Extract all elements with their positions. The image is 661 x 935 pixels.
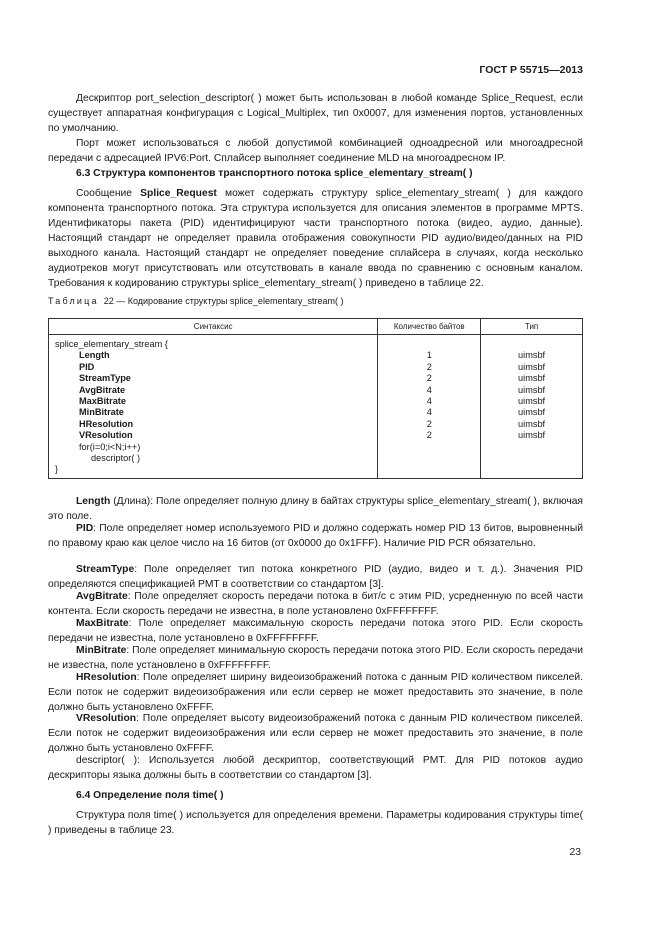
field-bytes: 1	[426, 350, 432, 361]
column-header-syntax: Синтаксис	[49, 319, 378, 335]
document-header: ГОСТ Р 55715—2013	[479, 64, 583, 76]
field-type: uimsbf	[518, 373, 546, 384]
field-type: uimsbf	[518, 418, 546, 429]
field-name: AvgBitrate	[79, 384, 126, 395]
field-name: MinBitrate	[79, 407, 124, 418]
field-bytes: 4	[426, 396, 432, 407]
table-22	[48, 318, 583, 479]
field-bytes: 2	[426, 361, 432, 372]
bytes-cell	[378, 335, 481, 479]
syntax-cell	[49, 335, 378, 479]
definition-streamtype: StreamType: Поле определяет тип потока конкретного PID (аудио, видео и т. д.). Значения PID определяются спецификацией PMT в соответствии со стандартом [3].	[48, 564, 583, 590]
field-type: uimsbf	[518, 384, 546, 395]
type-cell	[481, 335, 583, 479]
definition-descriptor: descriptor( ): Используется любой дескриптор, соответствующий PMT. Для PID потоков аудио дескрипторы языка должны быть в соответствии со стандартом [3].	[48, 755, 583, 781]
column-header-type: Тип	[481, 319, 583, 335]
paragraph-port-usage: Порт может использоваться с любой допустимой комбинацией одноадресной или многоадресной передачи с адресацией IPV6:Port. Сплайсер выполняет соединение MLD на многоадресном IP.	[48, 138, 583, 164]
definition-vresolution: VResolution: Поле определяет высоту видеоизображений потока с данным PID количеством пикселей. Если поток не содержит видеоизображения или если сервер не может предоставить это значение, в поле должно быть установлено 0xFFFF.	[48, 713, 583, 754]
syntax-loop: for(i=0;i<N;i++)	[79, 441, 141, 452]
field-bytes: 4	[426, 384, 432, 395]
field-bytes: 2	[426, 418, 432, 429]
definition-minbitrate: MinBitrate: Поле определяет минимальную скорость передачи потока этого PID. Если скорость передачи не известна, поле установлено в 0xFFFFFFFF.	[48, 645, 583, 671]
definition-avgbitrate: AvgBitrate: Поле определяет скорость передачи потока в бит/с с этим PID, усредненную по всей части контента. Если скорость передачи не известна, в поле установлено 0xFFFFFFFF.	[48, 591, 583, 617]
table-22-caption: Таблица 22 — Кодирование структуры splice_elementary_stream( )	[48, 296, 344, 306]
field-type: uimsbf	[518, 361, 546, 372]
definition-pid: PID: Поле определяет номер используемого PID и должно содержать номер PID 13 битов, выровненный по правому краю как целое число на 16 битов (от 0x0000 до 0x1FFF). Наличие PID PCR обязательно.	[48, 523, 583, 549]
section-6-4-title: 6.4 Определение поля time( )	[76, 790, 224, 801]
field-name: Length	[79, 350, 110, 361]
field-name: PID	[79, 361, 95, 372]
field-bytes: 4	[426, 407, 432, 418]
paragraph-time-field: Структура поля time( ) используется для определения времени. Параметры кодирования структуры time( ) приведены в таблице 23.	[48, 810, 583, 836]
field-bytes: 2	[426, 430, 432, 441]
field-type: uimsbf	[518, 407, 546, 418]
definition-hresolution: HResolution: Поле определяет ширину видеоизображений потока с данным PID количеством пикселей. Если поток не содержит видеоизображения или если сервер не может предоставить это значение, в поле должно быть установлено 0xFFFF.	[48, 672, 583, 713]
field-name: MaxBitrate	[79, 396, 126, 407]
field-type: uimsbf	[518, 396, 546, 407]
field-type: uimsbf	[518, 350, 546, 361]
field-name: StreamType	[79, 373, 131, 384]
syntax-close: }	[55, 464, 59, 475]
paragraph-port-selection: Дескриптор port_selection_descriptor( ) может быть использован в любой команде Splice_Request, если существует аппаратная конфигурация с Logical_Multiplex, тип 0x0007, для изменения портов, установленных по умолчанию.	[48, 93, 583, 134]
definition-length: Length (Длина): Поле определяет полную длину в байтах структуры splice_elementary_stream( ), включая это поле.	[48, 496, 583, 522]
paragraph-splice-request: Сообщение Splice_Request может содержать структуру splice_elementary_stream( ) для каждого компонента транспортного потока. Эта структура используется для описания элементов в программе MPTS. Идентификаторы пакета (PID) идентифицируют части транспортного потока (видео, аудио, данные). Настоящий стандарт не определяет правила отображения совокупности PID аудио/видео/данных на PID выходного канала. Настоящий стандарт не определяет поведение сплайсера в случаях, когда несколько аудиотреков могут присутствовать или отсутствовать в канале ввода по сравнению с основным каналом. Требования к кодированию структуры splice_elementary_stream( ) приведено в таблице 22.	[48, 188, 583, 289]
column-header-bytes: Количество байтов	[378, 319, 481, 335]
field-type: uimsbf	[518, 430, 546, 441]
field-bytes: 2	[426, 373, 432, 384]
definition-maxbitrate: MaxBitrate: Поле определяет максимальную скорость передачи потока этого PID. Если скорость передачи не известна, поле установлено в 0xFFFFFFFF.	[48, 618, 583, 644]
syntax-loop-body: descriptor( )	[91, 453, 141, 464]
page-number: 23	[569, 847, 581, 858]
field-name: VResolution	[79, 430, 133, 441]
field-name: HResolution	[79, 418, 134, 429]
section-6-3-title: 6.3 Структура компонентов транспортного потока splice_elementary_stream( )	[76, 168, 473, 179]
syntax-open: splice_elementary_stream {	[55, 339, 168, 349]
